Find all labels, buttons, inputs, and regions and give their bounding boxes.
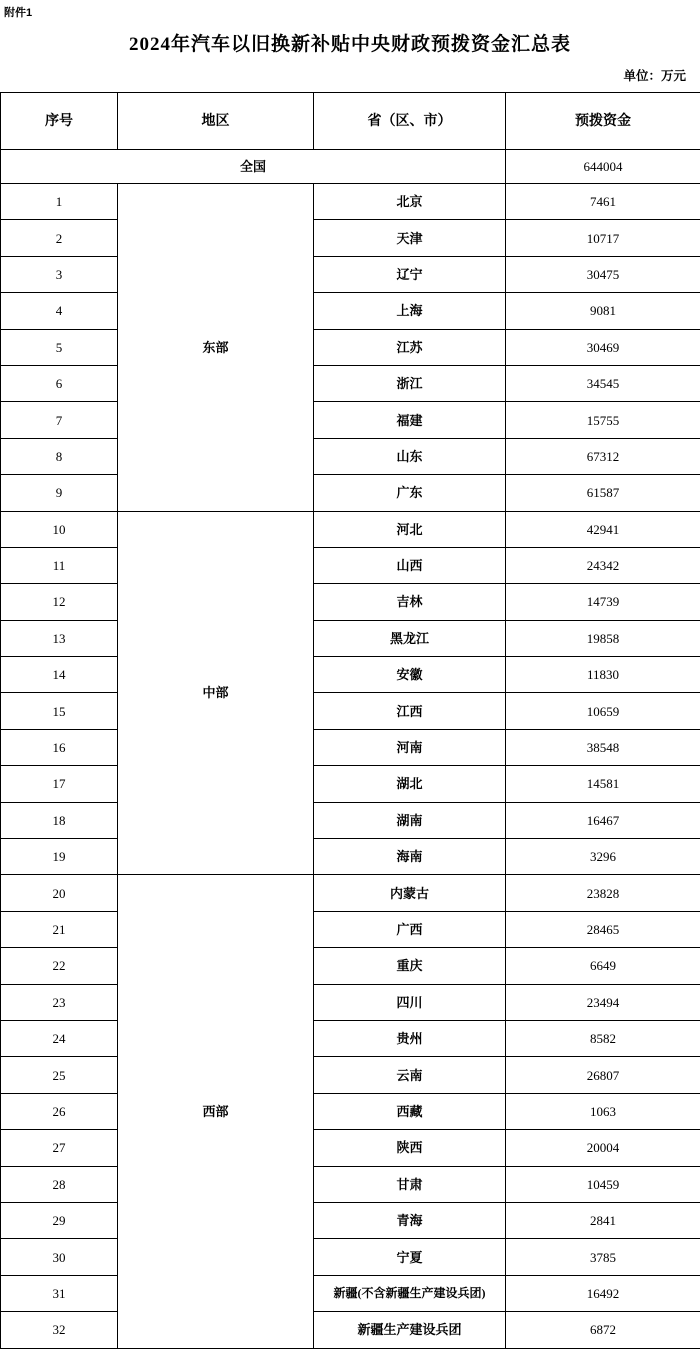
row-province: 广西 [314,911,506,947]
row-index: 5 [1,329,118,365]
total-amount: 644004 [506,150,700,184]
row-index: 32 [1,1312,118,1348]
row-province: 宁夏 [314,1239,506,1275]
row-amount: 3785 [506,1239,700,1275]
row-amount: 61587 [506,475,700,511]
table-row [1,766,700,802]
row-index: 3 [1,256,118,292]
row-province: 湖北 [314,766,506,802]
table-row [1,438,700,474]
row-amount: 2841 [506,1202,700,1238]
table-row [1,693,700,729]
table-row [1,475,700,511]
table-row [1,948,700,984]
table-header-row [1,93,700,150]
row-index: 18 [1,802,118,838]
row-province: 湖南 [314,802,506,838]
row-province: 青海 [314,1202,506,1238]
row-amount: 23828 [506,875,700,911]
row-amount: 19858 [506,620,700,656]
table-body [1,150,700,1349]
row-province: 吉林 [314,584,506,620]
row-province: 福建 [314,402,506,438]
row-amount: 23494 [506,984,700,1020]
row-province: 海南 [314,839,506,875]
row-amount: 10717 [506,220,700,256]
row-region: 东部 [118,184,314,512]
row-province: 江西 [314,693,506,729]
row-province: 江苏 [314,329,506,365]
row-amount: 15755 [506,402,700,438]
row-region: 中部 [118,511,314,875]
fund-allocation-table [0,92,700,1349]
row-region: 西部 [118,875,314,1348]
table-row [1,729,700,765]
table-row [1,329,700,365]
row-amount: 7461 [506,184,700,220]
row-amount: 9081 [506,293,700,329]
row-index: 1 [1,184,118,220]
row-index: 15 [1,693,118,729]
row-amount: 28465 [506,911,700,947]
row-amount: 6872 [506,1312,700,1348]
row-index: 10 [1,511,118,547]
row-index: 29 [1,1202,118,1238]
column-header-index: 序号 [1,93,118,150]
row-index: 4 [1,293,118,329]
row-province: 内蒙古 [314,875,506,911]
row-amount: 67312 [506,438,700,474]
row-index: 30 [1,1239,118,1275]
table-row [1,839,700,875]
row-amount: 14739 [506,584,700,620]
row-amount: 30475 [506,256,700,292]
row-amount: 16467 [506,802,700,838]
row-index: 8 [1,438,118,474]
row-province: 新疆生产建设兵团 [314,1312,506,1348]
row-index: 28 [1,1166,118,1202]
row-province: 四川 [314,984,506,1020]
table-row [1,1275,700,1311]
unit-note: 单位：万元 [0,68,700,92]
row-amount: 38548 [506,729,700,765]
table-row [1,365,700,401]
table-row [1,657,700,693]
row-amount: 16492 [506,1275,700,1311]
row-province: 黑龙江 [314,620,506,656]
row-index: 17 [1,766,118,802]
row-amount: 8582 [506,1020,700,1056]
total-label: 全国 [1,150,506,184]
column-header-province: 省（区、市） [314,93,506,150]
table-row [1,911,700,947]
row-index: 21 [1,911,118,947]
row-amount: 6649 [506,948,700,984]
row-province: 北京 [314,184,506,220]
row-province: 河北 [314,511,506,547]
row-index: 19 [1,839,118,875]
row-index: 9 [1,475,118,511]
row-index: 16 [1,729,118,765]
table-row [1,547,700,583]
table-row [1,875,700,911]
row-amount: 1063 [506,1093,700,1129]
row-province: 安徽 [314,657,506,693]
attachment-label: 附件1 [0,0,700,24]
row-province: 浙江 [314,365,506,401]
row-province: 重庆 [314,948,506,984]
table-row [1,1239,700,1275]
row-province: 云南 [314,1057,506,1093]
table-row [1,256,700,292]
table-row [1,1057,700,1093]
row-index: 24 [1,1020,118,1056]
row-index: 12 [1,584,118,620]
row-index: 31 [1,1275,118,1311]
table-row [1,1202,700,1238]
row-province: 新疆(不含新疆生产建设兵团) [314,1275,506,1311]
row-amount: 20004 [506,1130,700,1166]
row-index: 20 [1,875,118,911]
table-row [1,402,700,438]
row-amount: 10659 [506,693,700,729]
row-index: 13 [1,620,118,656]
row-index: 2 [1,220,118,256]
table-row [1,802,700,838]
row-province: 陕西 [314,1130,506,1166]
column-header-amount: 预拨资金 [506,93,700,150]
row-province: 贵州 [314,1020,506,1056]
row-index: 11 [1,547,118,583]
row-index: 14 [1,657,118,693]
row-amount: 14581 [506,766,700,802]
row-amount: 26807 [506,1057,700,1093]
row-province: 甘肃 [314,1166,506,1202]
row-province: 河南 [314,729,506,765]
row-index: 25 [1,1057,118,1093]
row-index: 26 [1,1093,118,1129]
row-index: 22 [1,948,118,984]
row-amount: 30469 [506,329,700,365]
row-province: 西藏 [314,1093,506,1129]
row-amount: 3296 [506,839,700,875]
row-province: 广东 [314,475,506,511]
table-row [1,984,700,1020]
table-row [1,1166,700,1202]
row-amount: 34545 [506,365,700,401]
table-row [1,620,700,656]
row-province: 上海 [314,293,506,329]
row-index: 6 [1,365,118,401]
row-province: 山东 [314,438,506,474]
row-amount: 24342 [506,547,700,583]
row-province: 天津 [314,220,506,256]
table-row [1,293,700,329]
column-header-region: 地区 [118,93,314,150]
table-row [1,184,700,220]
table-row [1,511,700,547]
row-index: 23 [1,984,118,1020]
table-row [1,1020,700,1056]
page-title: 2024年汽车以旧换新补贴中央财政预拨资金汇总表 [0,24,700,68]
row-province: 辽宁 [314,256,506,292]
row-province: 山西 [314,547,506,583]
table-row [1,220,700,256]
row-index: 7 [1,402,118,438]
row-amount: 10459 [506,1166,700,1202]
table-row [1,1093,700,1129]
table-row-total [1,150,700,184]
row-index: 27 [1,1130,118,1166]
table-row [1,1312,700,1348]
row-amount: 11830 [506,657,700,693]
table-row [1,1130,700,1166]
table-row [1,584,700,620]
row-amount: 42941 [506,511,700,547]
